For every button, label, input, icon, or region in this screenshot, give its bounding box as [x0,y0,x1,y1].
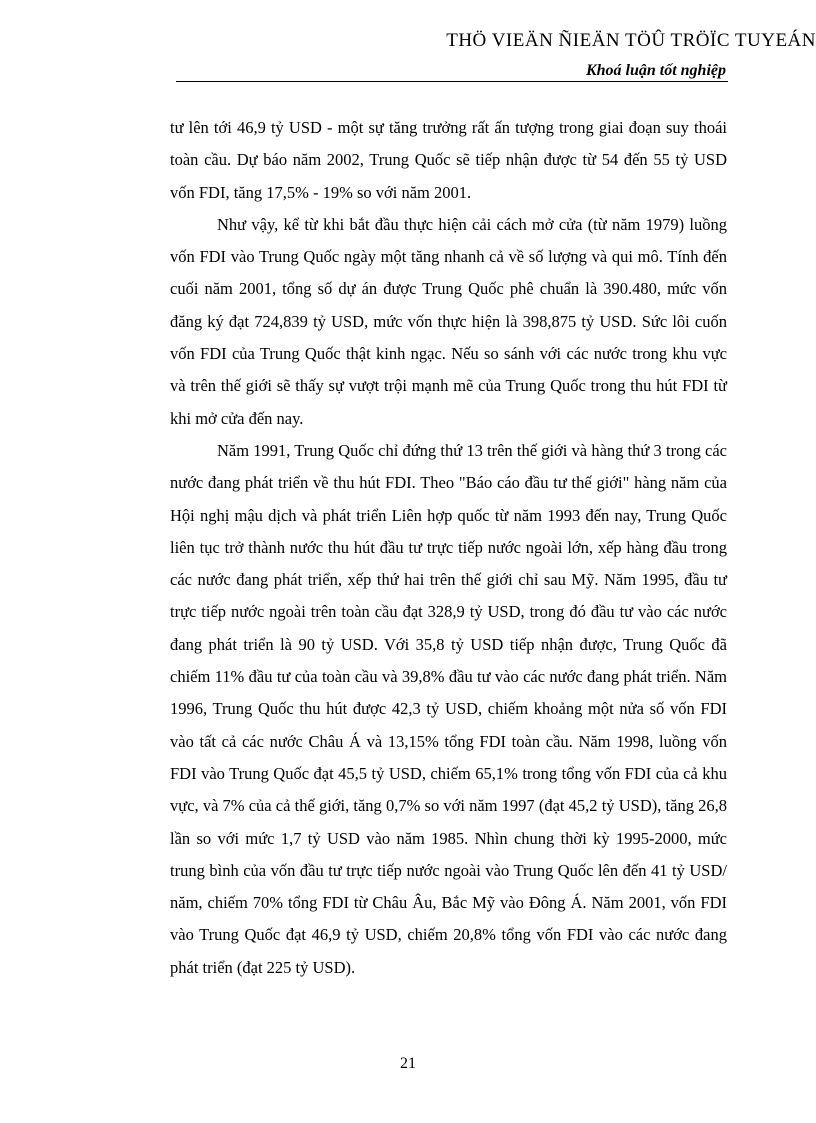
paragraph-3: Năm 1991, Trung Quốc chỉ đứng thứ 13 trên thế giới và hàng thứ 3 trong các nước đang phát triển về thu hút FDI. Theo "Báo cáo đầu tư thế giới" hàng năm của Hội nghị mậu dịch và phát triển Liên hợp quốc từ năm 1993 đến nay, Trung Quốc liên tục trở thành nước thu hút đầu tư trực tiếp nước ngoài lớn, xếp hàng đầu trong các nước đang phát triển, xếp thứ hai trên thế giới chỉ sau Mỹ. Năm 1995, đầu tư trực tiếp nước ngoài trên toàn cầu đạt 328,9 tỷ USD, trong đó đầu tư vào các nước đang phát triển là 90 tỷ USD. Với 35,8 tỷ USD tiếp nhận được, Trung Quốc đã chiếm 11% đầu tư của toàn cầu và 39,8% đầu tư vào các nước đang phát triển. Năm 1996, Trung Quốc thu hút được 42,3 tỷ USD, chiếm khoảng một nửa số vốn FDI vào tất cả các nước Châu Á và 13,15% tổng FDI toàn cầu. Năm 1998, luồng vốn FDI vào Trung Quốc đạt 45,5 tỷ USD, chiếm 65,1% trong tổng vốn FDI của cả khu vực, và 7% của cả thế giới, tăng 0,7% so với năm 1997 (đạt 45,2 tỷ USD), tăng 26,8 lần so với mức 1,7 tỷ USD vào năm 1985. Nhìn chung thời kỳ 1995-2000, mức trung bình của vốn đầu tư trực tiếp nước ngoài vào Trung Quốc lên đến 41 tỷ USD/ năm, chiếm 70% tổng FDI từ Châu Âu, Bắc Mỹ vào Đông Á. Năm 2001, vốn FDI vào Trung Quốc đạt 46,9 tỷ USD, chiếm 20,8% tổng vốn FDI vào các nước đang phát triển (đạt 225 tỷ USD). [170,440,727,977]
library-header-title: THÖ VIEÄN ÑIEÄN TÖÛ TRÖÏC TUYEÁN [446,30,816,51]
paragraph-1: tư lên tới 46,9 tỷ USD - một sự tăng trưởng rất ấn tượng trong giai đoạn suy thoái toàn cầu. Dự báo năm 2002, Trung Quốc sẽ tiếp nhận được từ 54 đến 55 tỷ USD vốn FDI, tăng 17,5% - 19% so với năm 2001. [170,118,727,202]
header-divider [176,81,728,82]
page-number: 21 [400,1055,416,1072]
paragraph-2: Như vậy, kể từ khi bắt đầu thực hiện cải cách mở cửa (từ năm 1979) luồng vốn FDI vào Trung Quốc ngày một tăng nhanh cả về số lượng và qui mô. Tính đến cuối năm 2001, tổng số dự án được Trung Quốc phê chuẩn là 390.480, mức vốn đăng ký đạt 724,839 tỷ USD, mức vốn thực hiện là 398,875 tỷ USD. Sức lôi cuốn vốn FDI của Trung Quốc thật kinh ngạc. Nếu so sánh với các nước trong khu vực và trên thế giới sẽ thấy sự vượt trội mạnh mẽ của Trung Quốc trong thu hút FDI từ khi mở cửa đến nay. [170,214,727,428]
document-type-subtitle: Khoá luận tốt nghiệp [585,62,726,79]
page-body [170,112,727,984]
